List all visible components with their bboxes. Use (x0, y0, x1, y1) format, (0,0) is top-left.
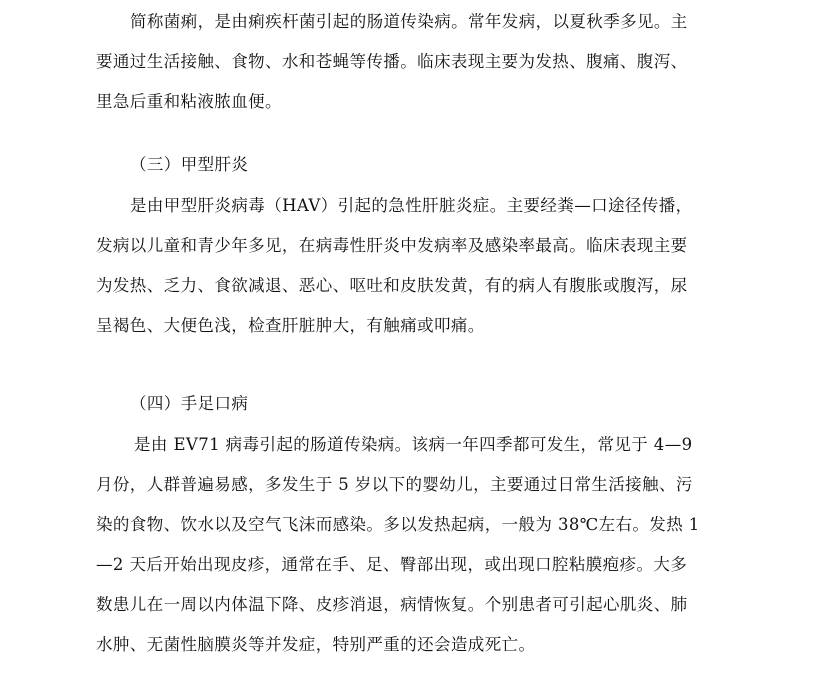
section3-line-2: 发病以儿童和青少年多见，在病毒性肝炎中发病率及感染率最高。临床表现主要 (96, 236, 688, 255)
paragraph1-line-2: 要通过生活接触、食物、水和苍蝇等传播。临床表现主要为发热、腹痛、腹泻、 (96, 52, 688, 71)
section4-line-3: 染的食物、饮水以及空气飞沫而感染。多以发热起病，一般为 38℃左右。发热 1 (96, 515, 700, 534)
section4-line-4: —2 天后开始出现皮疹，通常在手、足、臀部出现，或出现口腔粘膜疱疹。大多 (96, 555, 688, 574)
section4-line-5: 数患儿在一周以内体温下降、皮疹消退，病情恢复。个别患者可引起心肌炎、肺 (96, 595, 688, 614)
section4-line-1: 是由 EV71 病毒引起的肠道传染病。该病一年四季都可发生，常见于 4—9 (134, 435, 693, 454)
paragraph1-line-1: 简称菌痢，是由痢疾杆菌引起的肠道传染病。常年发病，以夏秋季多见。主 (130, 12, 688, 31)
section3-line-1: 是由甲型肝炎病毒（HAV）引起的急性肝脏炎症。主要经粪—口途径传播， (130, 196, 693, 215)
section3-line-4: 呈褐色、大便色浅，检查肝脏肿大，有触痛或叩痛。 (96, 316, 485, 335)
section3-line-3: 为发热、乏力、食欲减退、恶心、呕吐和皮肤发黄，有的病人有腹胀或腹泻，尿 (96, 276, 688, 295)
section3-heading: （三）甲型肝炎 (130, 155, 249, 174)
section4-heading: （四）手足口病 (130, 394, 249, 413)
section4-line-6: 水肿、无菌性脑膜炎等并发症，特别严重的还会造成死亡。 (96, 635, 536, 654)
section4-line-2: 月份，人群普遍易感，多发生于 5 岁以下的婴幼儿，主要通过日常生活接触、污 (96, 475, 693, 494)
paragraph1-line-3: 里急后重和粘液脓血便。 (96, 92, 282, 111)
